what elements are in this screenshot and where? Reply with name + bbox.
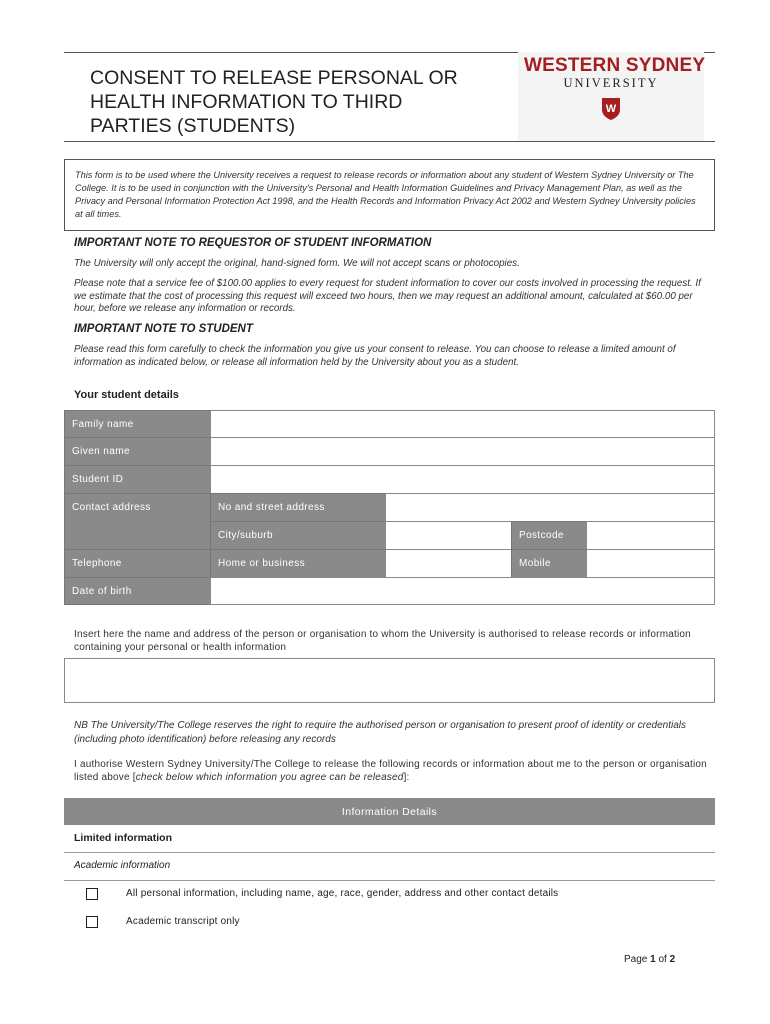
nb-note: NB The University/The College reserves the right to require the authorised person or organisation to present proof of identity or credentials (including photo identification) before releasing any records: [74, 720, 686, 745]
intro-text: This form is to be used where the University receives a request to release records or information about any student of Western Sydney University or The College. It is to be used in conjunction with the University's Personal and Health Information Guidelines and Privacy Management Plan, as well as the Privacy and Personal Information Protection Act 1998, and the Health Records and Information Privacy Act 2002 and Western Sydney University policies at all times.: [75, 170, 696, 219]
logo-subtitle: UNIVERSITY: [563, 76, 659, 90]
street-label: No and street address: [210, 493, 386, 522]
given-name-label: Given name: [64, 437, 211, 466]
checkbox-all-personal[interactable]: [86, 888, 98, 900]
page-current: 1: [650, 954, 656, 965]
page-number: [624, 954, 675, 965]
contact-address-label: Contact address: [64, 493, 211, 550]
student-note-heading: IMPORTANT NOTE TO STUDENT: [74, 323, 253, 335]
authorise-text-italic: check below which information you agree can be released: [135, 772, 404, 783]
home-business-input[interactable]: [385, 549, 512, 578]
street-input[interactable]: [385, 493, 715, 522]
postcode-input[interactable]: [586, 521, 715, 550]
title-line-3: PARTIES (STUDENTS): [90, 115, 296, 137]
info-details-header: Information Details: [64, 798, 715, 825]
checkbox-all-personal-label: All personal information, including name, age, race, gender, address and other contact details: [126, 888, 559, 899]
family-name-input[interactable]: [210, 410, 715, 438]
postcode-label: Postcode: [511, 521, 587, 550]
row-divider: [64, 852, 715, 853]
title-line-2: HEALTH INFORMATION TO THIRD: [90, 91, 403, 113]
requestor-note-heading: IMPORTANT NOTE TO REQUESTOR OF STUDENT INFORMATION: [74, 237, 432, 249]
telephone-label: Telephone: [64, 549, 211, 578]
city-label: City/suburb: [210, 521, 386, 550]
authorise-text-main: I authorise Western Sydney University/The College to release the following records or information about me to the person or organisation listed above [: [74, 759, 707, 783]
authorise-text: [74, 758, 714, 784]
checkbox-transcript-label: Academic transcript only: [126, 916, 240, 927]
recipient-instruction: Insert here the name and address of the person or organisation to whom the University is authorised to release records or information containing your personal or health information: [74, 629, 691, 653]
shield-icon: [601, 97, 621, 121]
checkbox-transcript[interactable]: [86, 916, 98, 928]
authorise-text-end: ]:: [403, 772, 410, 783]
requestor-note-p2: Please note that a service fee of $100.00 applies to every request for student information to cover our costs involved in processing the request. If we estimate that the cost of processing this request will exceed two hours, then we may request an additional amount, calculated at $60.00 per hour, before we release any information or records.: [74, 278, 701, 314]
student-details-heading: Your student details: [74, 389, 179, 401]
city-input[interactable]: [385, 521, 512, 550]
dob-input[interactable]: [210, 577, 715, 605]
title-line-1: CONSENT TO RELEASE PERSONAL OR: [90, 67, 458, 89]
page-prefix: Page: [624, 954, 651, 965]
family-name-label: Family name: [64, 410, 211, 438]
given-name-input[interactable]: [210, 437, 715, 466]
requestor-note-p1: The University will only accept the original, hand-signed form. We will not accept scans or photocopies.: [74, 258, 520, 269]
shield-letter: W: [605, 103, 617, 115]
home-business-label: Home or business: [210, 549, 386, 578]
page-total: 2: [669, 954, 676, 965]
page-mid: of: [655, 954, 670, 965]
page-title: [90, 66, 510, 138]
academic-info-heading: Academic information: [74, 860, 171, 871]
mobile-label: Mobile: [511, 549, 587, 578]
mobile-input[interactable]: [586, 549, 715, 578]
student-id-input[interactable]: [210, 465, 715, 494]
logo-wordmark: WESTERN SYDNEY: [524, 55, 706, 76]
header-rule: [64, 141, 715, 142]
row-divider: [64, 880, 715, 881]
recipient-input[interactable]: [64, 658, 715, 703]
intro-box: [64, 159, 715, 231]
student-id-label: Student ID: [64, 465, 211, 494]
university-logo: [518, 52, 704, 142]
dob-label: Date of birth: [64, 577, 211, 605]
limited-info-heading: Limited information: [74, 832, 172, 844]
student-note-p1: Please read this form carefully to check the information you give us your consent to release. You can choose to release a limited amount of information as indicated below, or release all information held by the University about you as a student.: [74, 344, 676, 368]
